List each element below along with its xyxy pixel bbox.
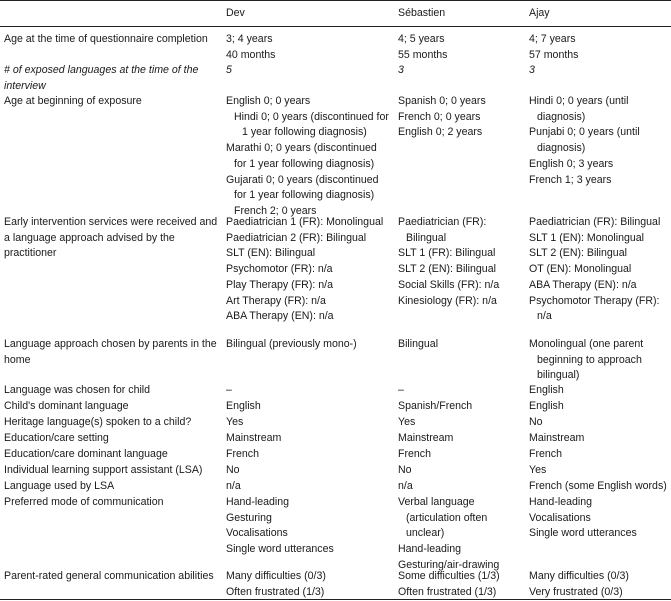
ajay-approach-home: Monolingual (one parent beginning to approach bilingual) [529,338,644,382]
value-line: Hindi 0; 0 years (until diagnosis) [529,95,629,123]
label-early-intervention: Early intervention services were received and a language approach advised by the practitioner [4,216,218,260]
label-care-setting: Education/care setting [4,432,109,444]
header-ajay: Ajay [529,7,550,19]
dev-dominant-language: English [226,400,261,412]
value-line: Often frustrated (1/3) [398,585,497,598]
label-heritage-language: Heritage language(s) spoken to a child? [4,416,192,428]
value-line: Paediatrician (FR): Bilingual [398,216,487,244]
header-sebastien: Sébastien [398,7,446,19]
value-line: French 1; 3 years [529,173,612,186]
dev-heritage-language: Yes [226,416,244,428]
value-line: SLT 1 (EN): Monolingual [529,231,645,244]
ajay-dominant-language: English [529,400,564,412]
value-line: Very frustrated (0/3) [529,585,623,598]
value-line: Gujarati 0; 0 years (discontinued for 1 year following diagnosis) [226,173,379,202]
ajay-communication-abilities [529,569,671,600]
seb-care-setting: Mainstream [398,432,454,444]
label-dominant-language: Child's dominant language [4,400,129,412]
seb-care-language: French [398,448,431,460]
value-line: Single word utterances [529,527,637,540]
ajay-lsa-language: French (some English words) [529,480,667,492]
dev-communication-abilities [226,569,390,600]
value-line: Many difficulties (0/3) [226,570,326,582]
seb-age-exposure [398,94,526,141]
value-line: French 0; 0 years [398,110,481,123]
dev-lsa-language: n/a [226,480,241,492]
seb-dominant-language: Spanish/French [398,400,473,412]
value-line: Often frustrated (1/3) [226,585,325,598]
value-line: 57 months [529,48,579,61]
value-line: English 0; 2 years [398,126,483,139]
value-line: Kinesiology (FR): n/a [398,294,497,307]
value-line: Social Skills (FR): n/a [398,278,500,291]
dev-care-setting: Mainstream [226,432,282,444]
label-age-exposure: Age at beginning of exposure [4,95,142,107]
ajay-care-language: French [529,448,562,460]
dev-age-completion [226,32,390,63]
value-line: Art Therapy (FR): n/a [226,294,326,307]
ajay-heritage-language: No [529,416,543,428]
value-line: Punjabi 0; 0 years (until diagnosis) [529,126,640,155]
ajay-age-exposure [529,94,671,188]
label-age-completion: Age at the time of questionnaire completion [4,33,208,45]
seb-age-completion [398,32,526,63]
dev-lsa: No [226,464,240,476]
label-language-chosen: Language was chosen for child [4,384,151,396]
label-approach-home: Language approach chosen by parents in the home [4,338,217,366]
dev-approach-home: Bilingual (previously mono-) [226,338,357,350]
dev-care-language: French [226,448,259,460]
seb-heritage-language: Yes [398,416,416,428]
value-line: Spanish 0; 0 years [398,95,486,107]
label-lsa-language: Language used by LSA [4,480,115,492]
value-line: Paediatrician 2 (FR): Bilingual [226,231,367,244]
label-communication-abilities: Parent-rated general communication abilities [4,570,214,582]
value-line: French 2; 0 years [234,204,317,217]
ajay-exposed-languages: 3 [529,64,535,76]
value-line: ABA Therapy (EN): n/a [226,310,334,323]
value-line: Play Therapy (FR): n/a [226,278,333,291]
value-line: English 0; 0 years [226,95,311,107]
value-text: Hindi 0; 0 years (discontinued for 1 year following diagnosis) [234,110,389,139]
top-rule [0,0,671,1]
value-line: Paediatrician 1 (FR): Monolingual [226,216,384,228]
seb-language-chosen: – [398,384,404,396]
seb-communication-mode [398,495,526,574]
label-care-language: Education/care dominant language [4,448,168,460]
ajay-language-chosen: English [529,384,564,396]
label-communication-mode: Preferred mode of communication [4,496,164,508]
header-dev: Dev [226,7,245,19]
bottom-rule [0,599,671,600]
value-line: Paediatrician (FR): Bilingual [529,216,661,228]
value-line: SLT 1 (FR): Bilingual [398,247,496,260]
value-line: SLT 2 (EN): Bilingual [529,247,627,260]
value-line: SLT (EN): Bilingual [226,247,316,260]
value-line: 4; 5 years [398,33,445,45]
value-line [226,110,390,141]
header-rule [0,26,671,27]
seb-lsa: No [398,464,412,476]
value-line: Gesturing [226,511,272,524]
ajay-care-setting: Mainstream [529,432,585,444]
dev-language-chosen: – [226,384,232,396]
seb-early-intervention [398,215,526,309]
value-line: Vocalisations [226,527,288,540]
value-line: Gesturing/air-drawing [398,558,500,571]
value-line: Hand-leading [398,543,462,556]
seb-lsa-language: n/a [398,480,413,492]
value-line: English 0; 3 years [529,157,614,170]
value-line: ABA Therapy (EN): n/a [529,278,637,291]
ajay-early-intervention [529,215,671,325]
label-lsa: Individual learning support assistant (LSA) [4,464,203,476]
value-line: 40 months [226,48,276,61]
value-line: Psychomotor (FR): n/a [226,263,333,276]
value-line: Hand-leading [529,496,593,508]
value-line: SLT 2 (EN): Bilingual [398,263,496,276]
seb-exposed-languages: 3 [398,64,404,76]
value-line: Hand-leading [226,496,290,508]
dev-age-exposure [226,94,390,220]
ajay-age-completion [529,32,671,63]
dev-early-intervention [226,215,390,325]
ajay-communication-mode [529,495,671,542]
value-line: 4; 7 years [529,33,576,45]
label-exposed-languages: # of exposed languages at the time of the interview [4,64,199,92]
ajay-lsa: Yes [529,464,547,476]
dev-exposed-languages: 5 [226,64,232,76]
value-line: Verbal language (articulation often unclear) [398,496,488,540]
seb-approach-home: Bilingual [398,338,439,350]
dev-communication-mode [226,495,390,558]
value-line: Some difficulties (1/3) [398,570,500,582]
value-line: OT (EN): Monolingual [529,263,632,276]
seb-communication-abilities [398,569,526,600]
value-line: Marathi 0; 0 years (discontinued for 1 year following diagnosis) [226,142,377,170]
value-line: Vocalisations [529,511,591,524]
value-line: 55 months [398,48,448,61]
value-line: 3; 4 years [226,33,273,45]
value-line: Many difficulties (0/3) [529,570,629,582]
value-line: Psychomotor Therapy (FR): n/a [529,294,660,323]
value-line: Single word utterances [226,543,334,556]
